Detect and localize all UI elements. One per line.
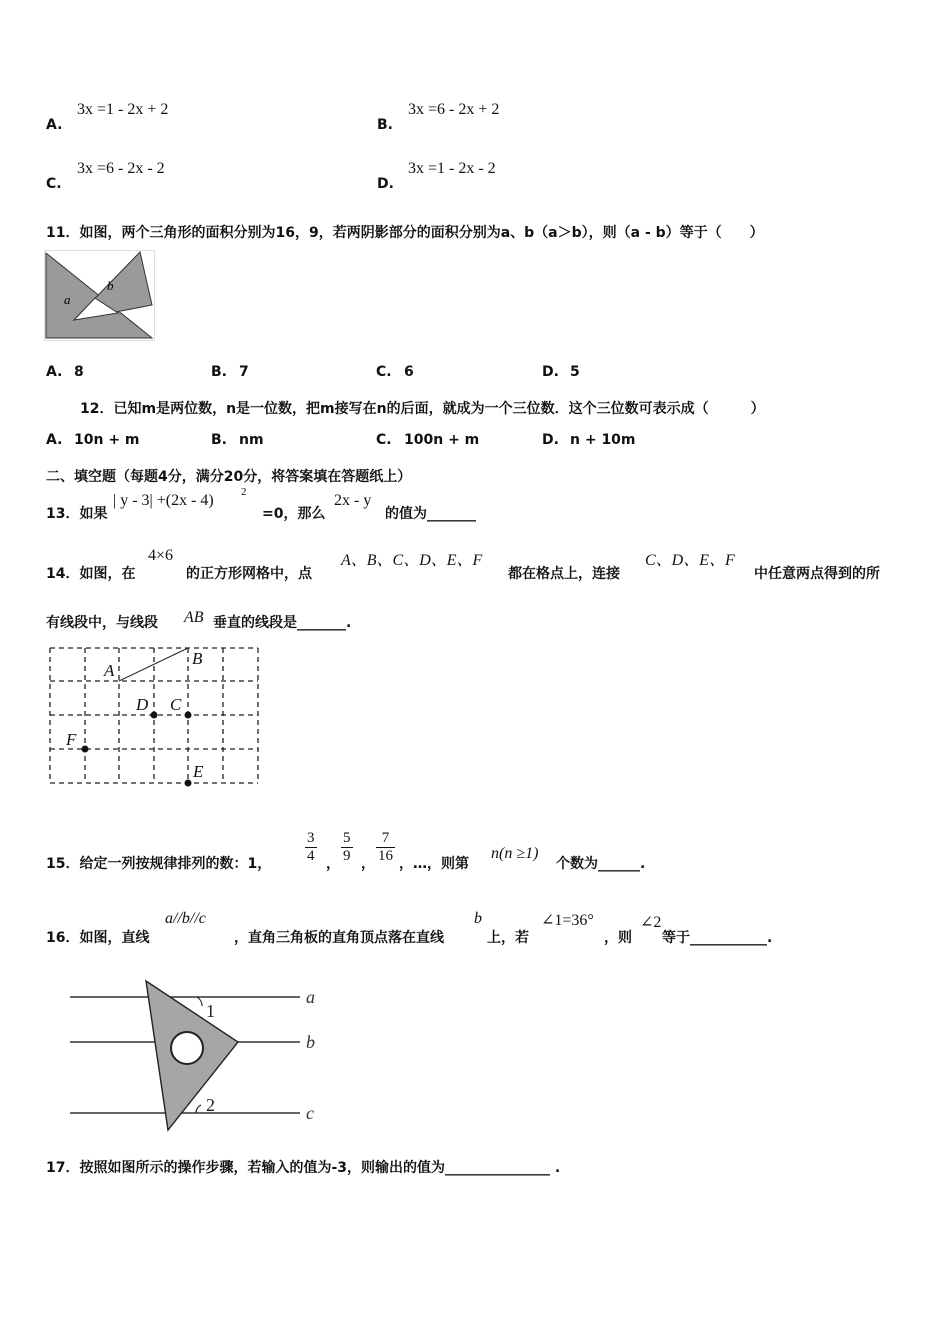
q10-option-a-expr: 3x =1 - 2x + 2 xyxy=(77,101,169,118)
q15-fraction-1-num: 3 xyxy=(307,830,315,846)
q14-text-1: 的正方形网格中，点 xyxy=(186,566,312,582)
q12-option-d-letter: D. xyxy=(542,432,559,448)
q11-label-b: b xyxy=(107,278,114,293)
q14-text-3: 中任意两点得到的所 xyxy=(754,566,880,582)
q15-suffix: 个数为______. xyxy=(556,856,646,872)
q10-option-b-expr: 3x =6 - 2x + 2 xyxy=(408,101,500,118)
q11-option-b-letter: B. xyxy=(211,364,227,380)
q10-option-d-expr: 3x =1 - 2x - 2 xyxy=(408,160,496,177)
q16-triangle-figure xyxy=(60,975,330,1140)
q16-line-b: b xyxy=(474,910,482,927)
q14-grid-size: 4×6 xyxy=(148,547,174,564)
q16-label-c: c xyxy=(306,1103,314,1123)
q14-prefix: 14．如图，在 xyxy=(46,566,136,582)
q15-fraction-3 xyxy=(376,830,395,865)
q14-label-c: C xyxy=(170,695,182,714)
q16-label-angle-1: 1 xyxy=(206,1001,215,1021)
q15-n-expr: n(n ≥1) xyxy=(491,845,539,862)
section2-title: 二、填空题（每题4分，满分20分，将答案填在答题纸上） xyxy=(46,469,412,485)
q11-option-c-value: 6 xyxy=(404,364,414,380)
q16-angle2: ∠2 xyxy=(640,914,662,931)
q14-points-2: C、D、E、F xyxy=(645,552,735,569)
q16-text-2: 上，若 xyxy=(487,930,529,946)
q17-text: 17．按照如图所示的操作步骤，若输入的值为-3，则输出的值为_______________ . xyxy=(46,1160,561,1176)
q12-option-c-letter: C. xyxy=(376,432,392,448)
q11-triangles-figure xyxy=(44,250,156,342)
q14-text-2: 都在格点上，连接 xyxy=(508,566,620,582)
q12-text: 12．已知m是两位数，n是一位数，把m接写在n的后面，就成为一个三位数．这个三位数可表示成（ ） xyxy=(80,401,765,417)
q16-suffix: 等于___________. xyxy=(662,930,773,946)
q11-option-b-value: 7 xyxy=(239,364,249,380)
q15-fraction-2-num: 5 xyxy=(343,830,351,846)
q14-label-a: A xyxy=(104,661,115,680)
q15-fraction-1 xyxy=(305,830,317,865)
q11-option-d-letter: D. xyxy=(542,364,559,380)
q14-label-f: F xyxy=(66,730,77,749)
q10-option-b-letter: B. xyxy=(377,117,393,133)
q11-text: 11．如图，两个三角形的面积分别为16，9，若两阴影部分的面积分别为a、b（a＞b），则（a - b）等于（ ） xyxy=(46,225,764,241)
q11-option-c-letter: C. xyxy=(376,364,392,380)
q15-sep-2: ， xyxy=(361,856,375,872)
q16-angle1: ∠1=36° xyxy=(541,912,594,929)
q11-option-a-letter: A. xyxy=(46,364,63,380)
q13-mid: =0，那么 xyxy=(262,506,326,522)
q15-fraction-3-den: 16 xyxy=(378,848,393,864)
q10-option-c-expr: 3x =6 - 2x - 2 xyxy=(77,160,165,177)
q14-label-d: D xyxy=(136,695,149,714)
q10-option-d-letter: D. xyxy=(377,176,394,192)
q15-fraction-2-den: 9 xyxy=(343,848,351,864)
q13-prefix: 13．如果 xyxy=(46,506,108,522)
q12-option-a-value: 10n + m xyxy=(74,432,140,448)
q14-points: A、B、C、D、E、F xyxy=(341,552,483,569)
q10-option-c-letter: C. xyxy=(46,176,62,192)
q14-label-b: B xyxy=(192,649,203,668)
q12-option-b-letter: B. xyxy=(211,432,227,448)
q15-sep-1: ， xyxy=(326,856,340,872)
q15-fraction-2 xyxy=(341,830,353,865)
q16-prefix: 16．如图，直线 xyxy=(46,930,150,946)
q13-expr1: | y - 3| +(2x - 4) xyxy=(113,492,214,509)
q16-label-angle-2: 2 xyxy=(206,1095,215,1115)
q16-label-b: b xyxy=(306,1032,315,1052)
q14-segment: AB xyxy=(184,609,204,626)
q11-option-a-value: 8 xyxy=(74,364,84,380)
q14-grid-figure xyxy=(40,638,270,793)
q14-line2-prefix: 有线段中，与线段 xyxy=(46,615,158,631)
q10-option-a-letter: A. xyxy=(46,117,63,133)
q16-text-1: ，直角三角板的直角顶点落在直线 xyxy=(234,930,444,946)
q14-label-e: E xyxy=(193,762,204,781)
q16-label-a: a xyxy=(306,987,315,1007)
q14-line2-suffix: 垂直的线段是_______. xyxy=(213,615,352,631)
q15-fraction-3-num: 7 xyxy=(376,830,395,848)
q11-label-a: a xyxy=(64,292,71,307)
q12-option-b-value: nm xyxy=(239,432,264,448)
q13-exponent: 2 xyxy=(241,486,247,498)
q16-text-3: ，则 xyxy=(604,930,632,946)
q15-fraction-1-den: 4 xyxy=(307,848,315,864)
q12-option-d-value: n + 10m xyxy=(570,432,636,448)
q13-expr2: 2x - y xyxy=(334,492,372,509)
q15-ellipsis: ，…，则第 xyxy=(399,856,469,872)
q13-suffix: 的值为_______ xyxy=(385,506,476,522)
q12-option-c-value: 100n + m xyxy=(404,432,480,448)
q11-option-d-value: 5 xyxy=(570,364,580,380)
q16-parallel: a//b//c xyxy=(165,910,206,927)
q15-prefix: 15．给定一列按规律排列的数：1， xyxy=(46,856,272,872)
q12-option-a-letter: A. xyxy=(46,432,63,448)
